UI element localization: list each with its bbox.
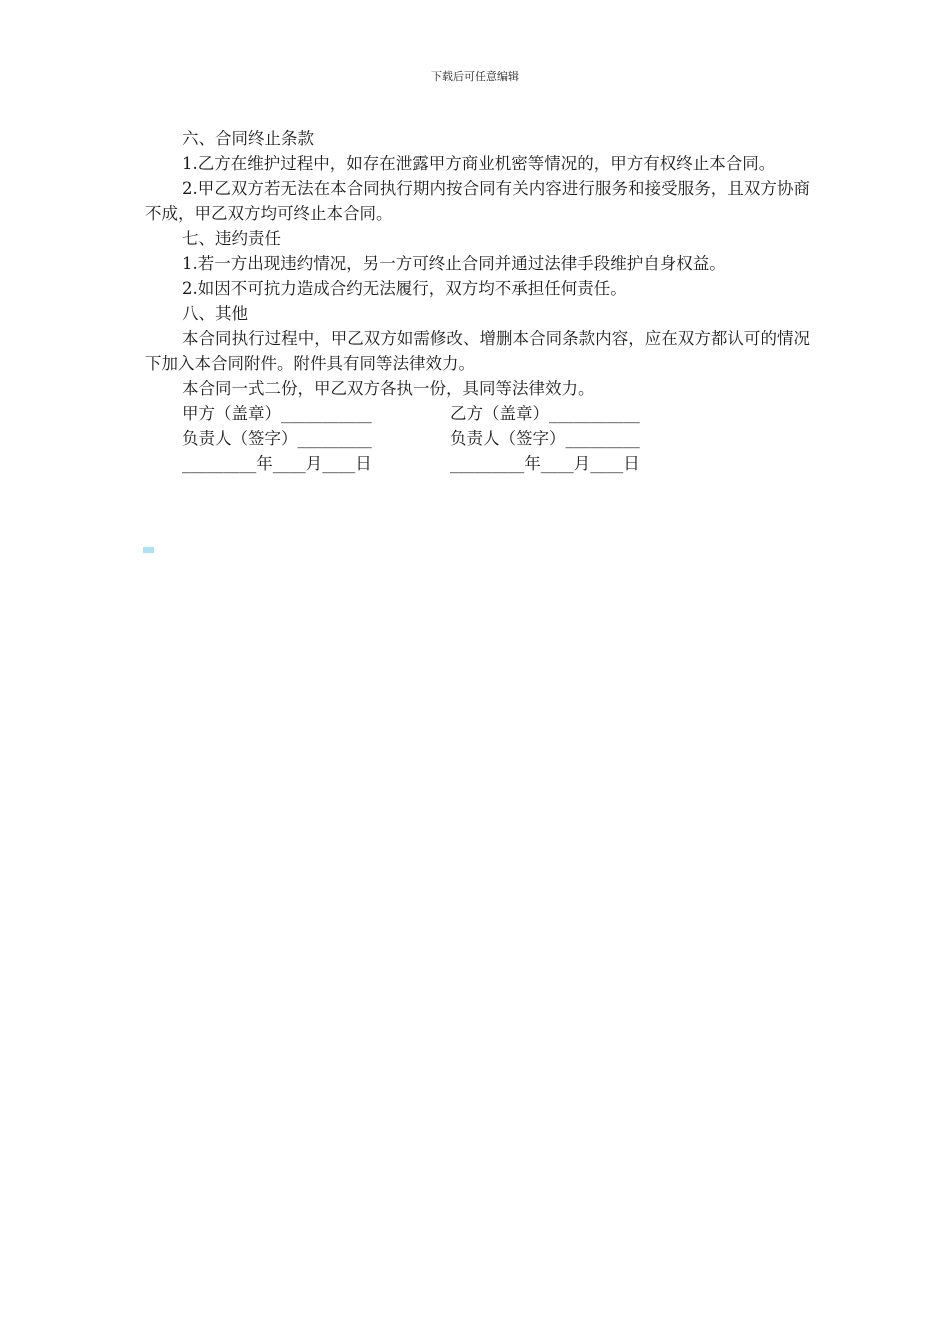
party-a-signer-field: 负责人（签字）_________	[182, 429, 372, 448]
date-row	[182, 451, 640, 476]
signature-block	[182, 401, 640, 476]
header-note: 下载后可任意编辑	[431, 70, 519, 83]
party-a-date-field: _________年____月____日	[182, 454, 372, 473]
liability-clause-2: 2.如因不可抗力造成合约无法履行，双方均不承担任何责任。	[182, 279, 627, 298]
termination-clause-1: 1.乙方在维护过程中，如存在泄露甲方商业机密等情况的，甲方有权终止本合同。	[182, 154, 776, 173]
signer-row	[182, 426, 640, 451]
section-heading-other: 八、其他	[182, 304, 248, 323]
contract-body	[145, 126, 810, 476]
section-heading-termination: 六、合同终止条款	[182, 129, 314, 148]
section-heading-liability: 七、违约责任	[182, 229, 281, 248]
termination-clause-2: 2.甲乙双方若无法在本合同执行期内按合同有关内容进行服务和接受服务，且双方协商不成，甲乙双方均可终止本合同。	[145, 179, 810, 223]
party-a-seal-field: 甲方（盖章）___________	[182, 404, 372, 423]
seal-row	[182, 401, 640, 426]
other-clause-copies: 本合同一式二份，甲乙双方各执一份，具同等法律效力。	[182, 379, 595, 398]
party-b-signer-field: 负责人（签字）_________	[450, 429, 640, 448]
decorative-marker	[143, 547, 154, 553]
party-b-seal-field: 乙方（盖章）___________	[450, 404, 640, 423]
other-clause-amendments: 本合同执行过程中，甲乙双方如需修改、增删本合同条款内容，应在双方都认可的情况下加入本合同附件。附件具有同等法律效力。	[145, 329, 810, 373]
party-b-date-field: _________年____月____日	[450, 454, 640, 473]
liability-clause-1: 1.若一方出现违约情况，另一方可终止合同并通过法律手段维护自身权益。	[182, 254, 726, 273]
